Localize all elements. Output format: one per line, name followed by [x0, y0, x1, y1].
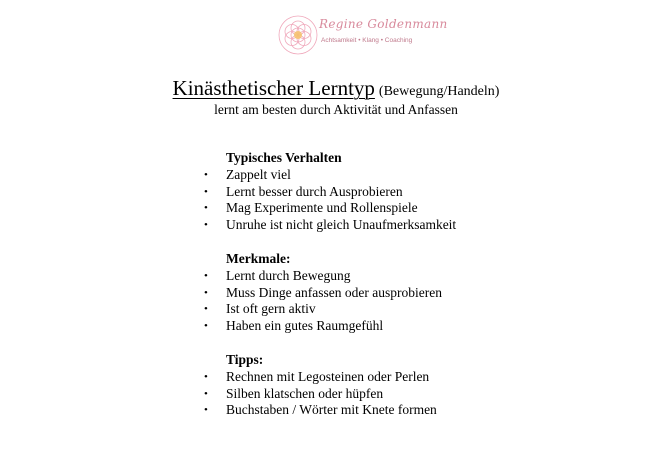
list-item	[202, 402, 642, 419]
title-suffix: (Bewegung/Handeln)	[378, 84, 500, 99]
bullet-icon: •	[204, 303, 208, 316]
list-item-text: Lernt besser durch Ausprobieren	[226, 183, 403, 199]
section-heading: Merkmale:	[226, 250, 291, 266]
bullet-icon: •	[204, 370, 208, 383]
logo	[277, 14, 448, 58]
list-item-text: Lernt durch Bewegung	[226, 267, 351, 283]
bullet-icon: •	[204, 320, 208, 333]
list-item	[202, 285, 642, 302]
section-heading: Typisches Verhalten	[226, 150, 342, 165]
list-item	[202, 184, 642, 201]
list-item	[202, 386, 642, 403]
section-typisches-verhalten	[202, 150, 642, 234]
bullet-icon: •	[204, 286, 208, 299]
list-item	[202, 200, 642, 217]
section-tipps	[202, 352, 642, 419]
list-item	[202, 301, 642, 318]
list-item	[202, 318, 642, 335]
section-heading: Tipps:	[226, 351, 264, 367]
list-item	[202, 268, 642, 285]
bullet-icon: •	[204, 202, 208, 215]
list-item-text: Haben ein gutes Raumgefühl	[226, 318, 384, 334]
bullet-icon: •	[204, 269, 208, 282]
bullet-icon: •	[204, 219, 208, 232]
list-item	[202, 217, 642, 234]
list-item-text: Zappelt viel	[226, 166, 291, 182]
list-item-text: Mag Experimente und Rollenspiele	[226, 200, 418, 216]
bullet-list	[202, 167, 642, 234]
list-item-text: Rechnen mit Legosteinen oder Perlen	[226, 368, 430, 384]
bullet-icon: •	[204, 168, 208, 181]
bullet-list	[202, 369, 642, 419]
list-item-text: Buchstaben / Wörter mit Knete formen	[226, 402, 437, 418]
page-subtitle: lernt am besten durch Aktivität und Anfassen	[214, 102, 458, 117]
list-item-text: Unruhe ist nicht gleich Unaufmerksamkeit	[226, 217, 457, 233]
list-item-text: Ist oft gern aktiv	[226, 301, 316, 317]
bullet-list	[202, 268, 642, 335]
list-item	[202, 167, 642, 184]
logo-name: Regine Goldenmann	[319, 17, 448, 31]
list-item-text: Silben klatschen oder hüpfen	[226, 385, 384, 401]
bullet-icon: •	[204, 404, 208, 417]
bullet-icon: •	[204, 185, 208, 198]
content	[202, 150, 642, 436]
list-item	[202, 369, 642, 386]
list-item-text: Muss Dinge anfassen oder ausprobieren	[226, 284, 442, 300]
section-merkmale	[202, 251, 642, 335]
flower-of-life-icon	[277, 14, 319, 56]
bullet-icon: •	[204, 387, 208, 400]
page-title	[0, 76, 672, 101]
logo-tagline: Achtsamkeit • Klang • Coaching	[321, 37, 413, 44]
title-main: Kinästhetischer Lerntyp	[172, 76, 375, 100]
